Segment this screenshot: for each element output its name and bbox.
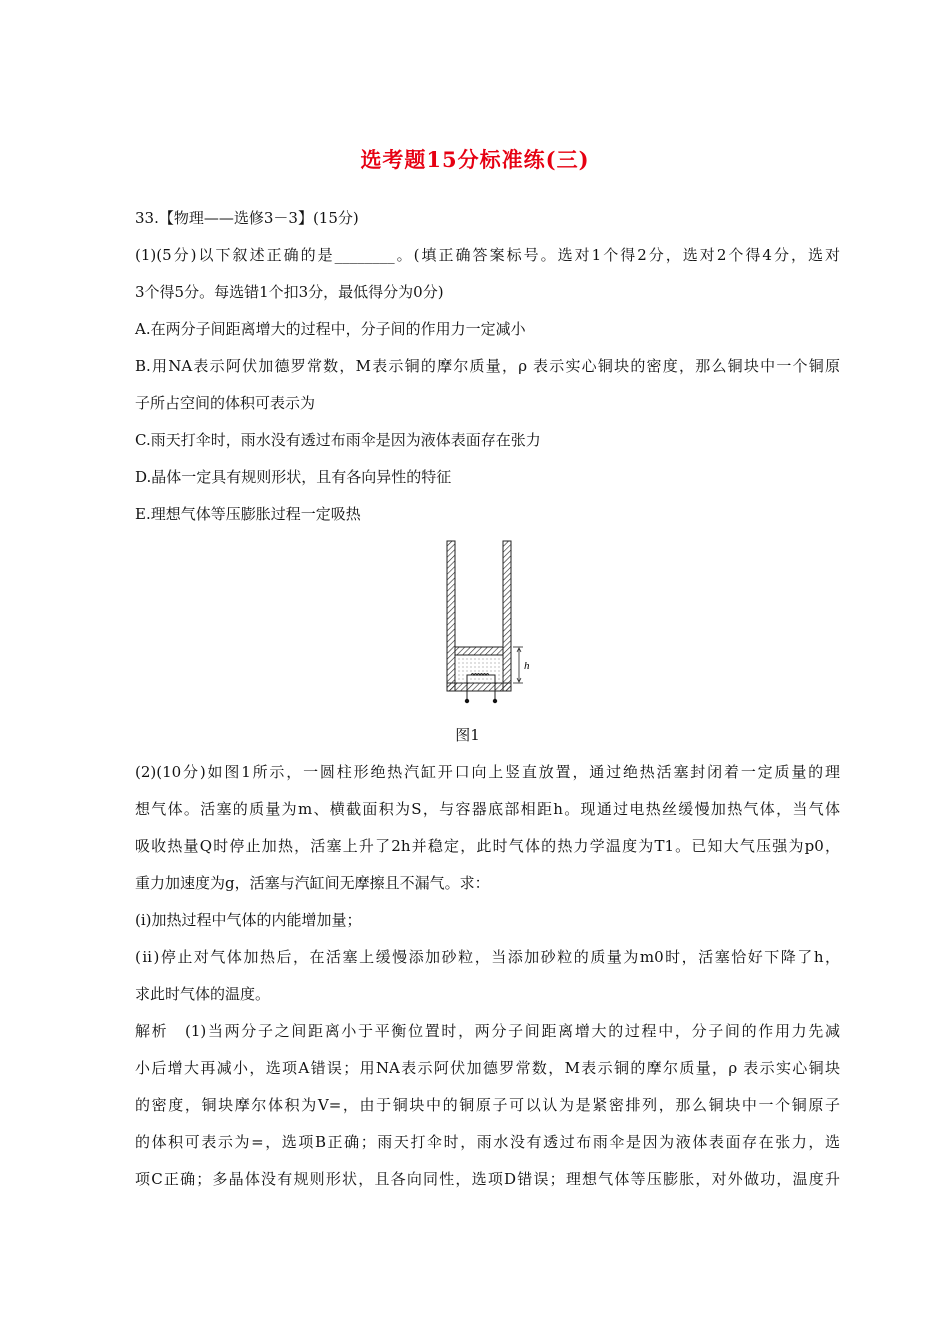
option-a: A.在两分子间距离增大的过程中，分子间的作用力一定减小 — [135, 320, 526, 338]
figure-1 — [135, 537, 840, 717]
terminal-right — [493, 699, 497, 703]
left-wall — [447, 541, 455, 691]
gas-region — [455, 655, 503, 683]
part2-stem-line4: 重力加速度为g，活塞与汽缸间无摩擦且不漏气。求： — [135, 874, 490, 892]
answer-line1: 解析 (1)当两分子之间距离小于平衡位置时，两分子间距离增大的过程中，分子间的作用力先减 — [135, 1022, 840, 1040]
part1-stem-line2: 3个得5分。每选错1个扣3分，最低得分为0分) — [135, 283, 444, 301]
option-d: D.晶体一定具有规则形状，且有各向异性的特征 — [135, 468, 452, 486]
question-header: 33.【物理——选修3－3】(15分) — [135, 209, 359, 227]
part2-stem-line2: 想气体。活塞的质量为m、横截面积为S，与容器底部相距h。现通过电热丝缓慢加热气体，当气体 — [135, 800, 840, 818]
part2-stem-line1: (2)(10分)如图1所示，一圆柱形绝热汽缸开口向上竖直放置，通过绝热活塞封闭着一定质量的理 — [135, 763, 840, 781]
subquestion-i: (ⅰ)加热过程中气体的内能增加量； — [135, 911, 362, 929]
question-33 — [135, 200, 840, 1198]
right-wall — [503, 541, 511, 691]
option-b-line1: B.用NA表示阿伏加德罗常数，M表示铜的摩尔质量，ρ 表示实心铜块的密度，那么铜块中一个铜原 — [135, 357, 840, 375]
subquestion-ii-line1: (ⅱ)停止对气体加热后，在活塞上缓慢添加砂粒，当添加砂粒的质量为m0时，活塞恰好下降了h， — [135, 948, 840, 966]
answer-line2: 小后增大再减小，选项A错误；用NA表示阿伏加德罗常数，M表示铜的摩尔质量，ρ 表示实心铜块 — [135, 1059, 840, 1077]
label-h: h — [524, 660, 530, 672]
subquestion-ii-line2: 求此时气体的温度。 — [135, 985, 271, 1003]
terminal-left — [465, 699, 469, 703]
piston — [455, 647, 503, 655]
answer-line5: 项C正确；多晶体没有规则形状，且各向同性，选项D错误；理想气体等压膨胀，对外做功，温度升 — [135, 1170, 840, 1188]
option-b-line2: 子所占空间的体积可表示为 — [135, 394, 316, 412]
figure-caption: 图1 — [455, 726, 480, 744]
answer-line3: 的密度，铜块摩尔体积为V=，由于铜块中的铜原子可以认为是紧密排列，那么铜块中一个铜原子 — [135, 1096, 840, 1114]
cylinder-diagram — [433, 537, 553, 712]
part1-stem-line1: (1)(5分)以下叙述正确的是________。(填正确答案标号。选对1个得2分，选对2个得4分，选对 — [135, 246, 840, 264]
option-e: E.理想气体等压膨胀过程一定吸热 — [135, 505, 361, 523]
part2-stem-line3: 吸收热量Q时停止加热，活塞上升了2h并稳定，此时气体的热力学温度为T1。已知大气压强为p0， — [135, 837, 840, 855]
page-title: 选考题15分标准练(三) — [360, 147, 590, 172]
cylinder-bottom — [447, 683, 511, 691]
answer-line4: 的体积可表示为=，选项B正确；雨天打伞时，雨水没有透过布雨伞是因为液体表面存在张力，选 — [135, 1133, 840, 1151]
option-c: C.雨天打伞时，雨水没有透过布雨伞是因为液体表面存在张力 — [135, 431, 541, 449]
